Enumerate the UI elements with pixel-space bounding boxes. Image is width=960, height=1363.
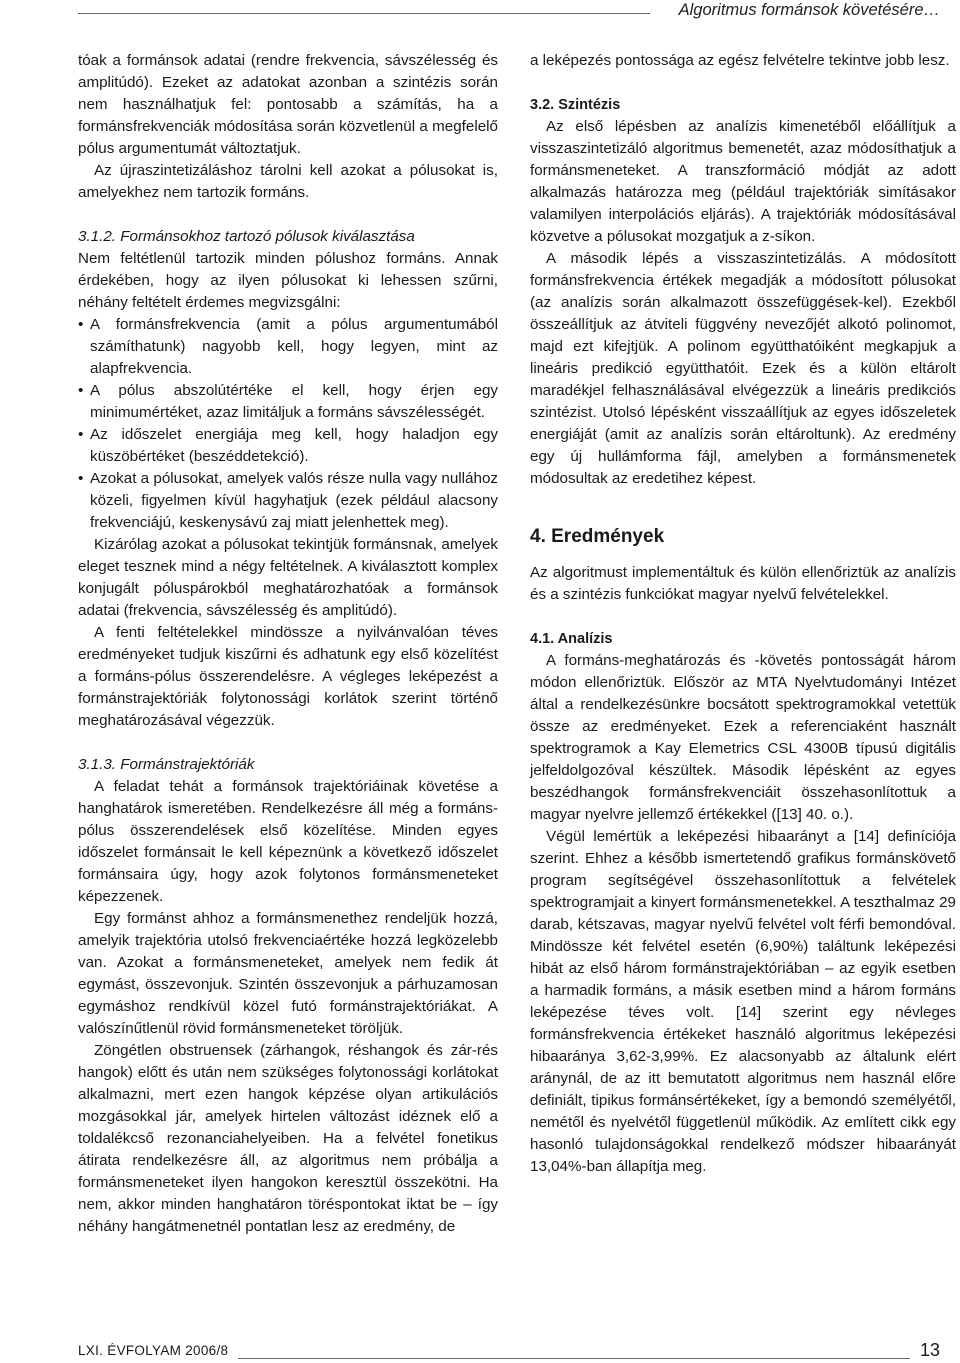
list-item: • A pólus abszolútértéke el kell, hogy érjen egy minimumértéket, azaz limitáljuk a formáns sávszélességét. — [78, 382, 498, 421]
bullet-icon: • — [78, 382, 84, 399]
page-number: 13 — [919, 1340, 940, 1360]
heading-4-1: 4.1. Analízis — [530, 631, 613, 647]
running-footer — [78, 1340, 940, 1362]
running-title: Algoritmus formánsok követésére… — [678, 1, 940, 19]
header-rule — [78, 13, 650, 14]
paragraph-intro: tóak a formánsok adatai (rendre frekvencia, sávszélesség és amplitúdó). Ezeket az adatokat azonban a szintézis során nem használhatjuk fel: pontosabb a számítás, ha a formánsfrekvenciák módosítása során közvetlenül a megfelelő pólus argumentumát változtatjuk. — [78, 52, 498, 157]
footer-rule — [238, 1358, 910, 1359]
paragraph-3-2-a: Az első lépésben az analízis kimenetéből előállítjuk a visszaszintetizáló algoritmus bemenetét, azaz módosíthatjuk a formánsmeneteket. A transzformáció módját az adott alkalmazás határozza meg (például trajektóriák simításakor valamilyen interpolációs eljárás). A trajektóriák módosításával közvetve a pólusokat mozgatjuk a z-síkon. — [530, 118, 956, 245]
heading-4: 4. Eredmények — [530, 526, 665, 547]
list-item: • Az időszelet energiája meg kell, hogy haladjon egy küszöbértéket (beszéddetekció). — [78, 426, 498, 465]
list-item: • A formánsfrekvencia (amit a pólus argumentumából számíthatunk) nagyobb kell, hogy legyen, mint az alapfrekvencia. — [78, 316, 498, 377]
left-column — [78, 50, 498, 1238]
running-header — [78, 0, 940, 28]
paragraph-3-1-3-b: Egy formánst ahhoz a formánsmenethez rendeljük hozzá, amelyik trajektória utolsó frekvenciaértéke hozzá legközelebb van. Azokat a formánsmeneteket, amelyek nem fedik át egymást, összevonjuk. Szintén összevonjuk a párhuzamosan egymáshoz rendkívül közel futó formánstrajektóriákat. A valószínűtlenül rövid formánsmeneteket töröljük. — [78, 910, 498, 1037]
paragraph-3-1-2-c: A fenti feltételekkel mindössze a nyilvánvalóan téves eredményeket tudjuk kiszűrni és adhatunk egy első közelítést a formáns-pólus összerendelésre. A végleges leképezést a formánstrajektóriák folytonossági korlátok szerint történő meghatározásával végezzük. — [78, 624, 498, 729]
heading-3-2: 3.2. Szintézis — [530, 97, 621, 113]
heading-3-1-2: 3.1.2. Formánsokhoz tartozó pólusok kiválasztása — [78, 228, 415, 245]
paragraph-3-1-3-c: Zöngétlen obstruensek (zárhangok, réshangok és zár-rés hangok) előtt és után nem szükséges folytonossági korlátokat alkalmazni, mert ezen hangok képzése olyan artikulációs mozgásokkal jár, amelyek hirtelen változást idéznek elő a toldalékcső rezonanciahelyeiben. Ha a felvétel fonetikus átirata rendelkezésre áll, az algoritmus nem próbálja a formánsmeneteket ilyen hangokon keresztül összekötni. Ha nem, akkor minden hanghatáron töréspontokat iktat be – így néhány hangátmenetnél pontatlan lesz az eredmény, de — [78, 1042, 498, 1235]
paragraph-continuation: a leképezés pontossága az egész felvételre tekintve jobb lesz. — [530, 52, 950, 69]
bullet-icon: • — [78, 426, 84, 443]
heading-3-1-3: 3.1.3. Formánstrajektóriák — [78, 756, 255, 773]
paragraph-4-1-a: A formáns-meghatározás és -követés pontosságát három módon ellenőriztük. Először az MTA Nyelvtudományi Intézet által a rendelkezésünkre bocsátott spektrogramokkal vetettük össze az eredményeket. Ezek a referenciaként használt spektrogramok a Kay Elemetrics CSL 4300B típusú digitális jelfeldolgozóval készültek. Második lépésként az egyes beszédhangok formánsfrekvenciáit összehasonlítottuk a magyar nyelvre jellemző értékekkel ([13] 40. o.). — [530, 652, 956, 823]
paragraph-3-1-2-b: Kizárólag azokat a pólusokat tekintjük formánsnak, amelyek eleget tesznek mind a négy feltételnek. A kiválasztott komplex konjugált póluspárokból meghatározhatóak a formánsok adatai (frekvencia, sávszélesség és amplitúdó). — [78, 536, 498, 619]
condition-list — [78, 314, 498, 534]
paragraph-resynthesis: Az újraszintetizáláshoz tárolni kell azokat a pólusokat is, amelyekhez nem tartozik formáns. — [78, 162, 498, 201]
bullet-icon: • — [78, 470, 84, 487]
paragraph-3-2-b: A második lépés a visszaszintetizálás. A módosított formánsfrekvencia értékek megadják a módosított pólusokat (az analízis során alkalmazott összefüggések-kel). Ezekből összeállítjuk az átviteli függvény nevezőjét alkotó polinomot, majd ezt kifejtjük. A polinom együtthatóiként megkapjuk a lineáris predikció együtthatóit. Ezek és a külön eltárolt maradékjel felhasználásával elvégezzük a lineáris predikciós szintézist. Utolsó lépésként visszaállítjuk az egyes időszeletek energiáját (amit az analízis során eltároltunk). Az eredmény egy új hullámforma fájl, amelyben a formánsmenetek módosultak az eredetihez képest. — [530, 250, 956, 487]
right-column — [530, 50, 956, 1178]
paragraph-3-1-2-a: Nem feltétlenül tartozik minden pólushoz formáns. Annak érdekében, hogy az ilyen pólusokat ki lehessen szűrni, néhány feltételt érdemes megvizsgálni: — [78, 250, 498, 311]
list-item: • Azokat a pólusokat, amelyek valós része nulla vagy nullához közeli, figyelmen kívül hagyhatjuk (ezek például alacsony frekvenciájú, keskenysávú zaj miatt jelenhettek meg). — [78, 470, 498, 531]
paragraph-4-1-b: Végül lemértük a leképezési hibaarányt a [14] definíciója szerint. Ehhez a később ismertetendő grafikus formánskövető program segítségével összehasonlítottuk a felvételek spektrogramjait a kinyert formánsmenetekkel. A teszthalmaz 29 darab, kétszavas, magyar nyelvű felvétel volt férfi bemondóval. Mindössze két felvétel esetén (6,90%) találtunk leképezési hibát az első három formánstrajektóriában – az egyik esetben a harmadik formáns, a másik esetben mind a három formáns leképezése téves volt. [14] szerint egy névleges formánsfrekvencia értékeket használó algoritmus leképezési hibaaránya 3,62-3,99%. Ez alacsonyabb az általunk elért aránynál, de az itt bemutatott algoritmus nem használ előre definiált, tipikus formánsértékeket, így a bemondó személyétől, nemétől és nyelvétől függetlenül működik. Az említett cikk egy hasonló tulajdonságokkal rendelkező módszer hibaarányát 13,04%-ban állapítja meg. — [530, 828, 956, 1175]
bullet-icon: • — [78, 316, 84, 333]
paragraph-3-1-3-a: A feladat tehát a formánsok trajektóriáinak követése a hanghatárok ismeretében. Rendelkezésre áll még a formáns-pólus összerendelések első közelítése. Minden egyes időszelet formánsait le kell képeznünk a következő időszelet formánsaira úgy, hogy azok folytonos formánsmeneteket képezzenek. — [78, 778, 498, 905]
journal-issue: LXI. ÉVFOLYAM 2006/8 — [78, 1343, 229, 1358]
paragraph-4: Az algoritmust implementáltuk és külön ellenőriztük az analízis és a szintézis funkciókat magyar nyelvű felvételekkel. — [530, 564, 956, 603]
